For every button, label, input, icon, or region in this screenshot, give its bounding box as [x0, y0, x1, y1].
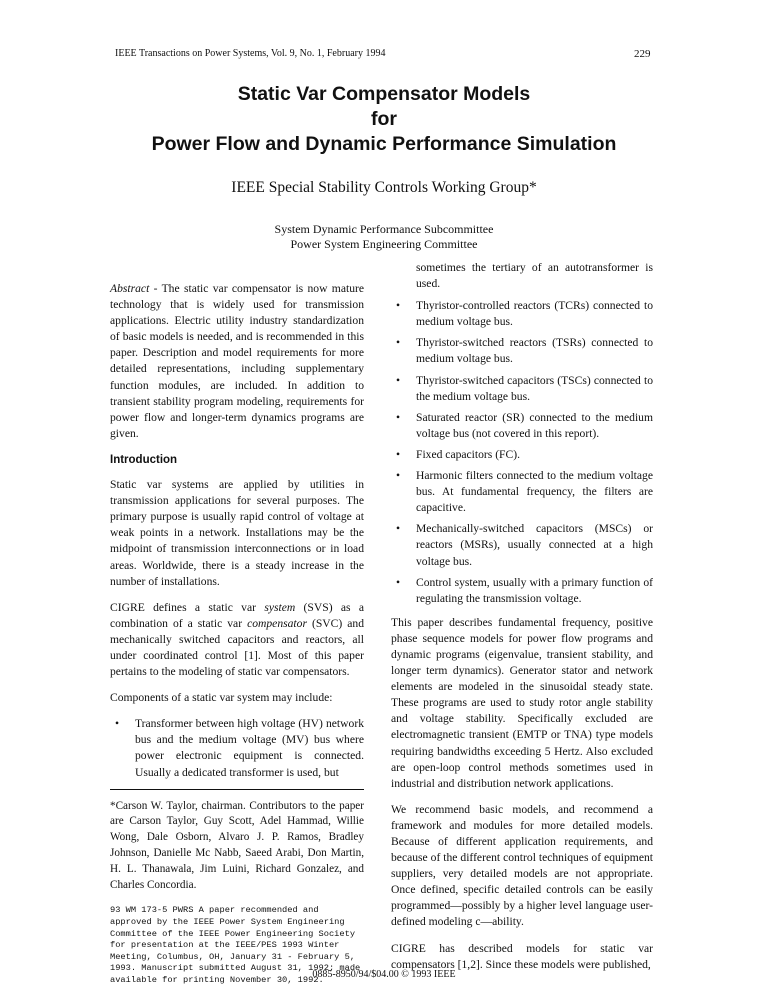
abstract-label: Abstract: [110, 282, 150, 295]
right-column: [391, 260, 653, 973]
introduction-heading: Introduction: [110, 453, 178, 466]
emphasis: system: [264, 600, 296, 614]
left-column: [110, 281, 364, 987]
component-list-continued: [391, 260, 653, 292]
text-run: CIGRE defines a static var: [110, 600, 265, 614]
list-item: • Saturated reactor (SR) connected to the medium voltage bus (not covered in this report).: [391, 410, 653, 442]
paper-title-line-1: Static Var Compensator Models: [237, 83, 531, 105]
emphasis: compensator: [247, 616, 307, 630]
list-item: • Thyristor-switched capacitors (TSCs) connected to the medium voltage bus.: [391, 373, 653, 405]
contributors-footnote: *Carson W. Taylor, chairman. Contributors to the paper are Carson Taylor, Guy Scott, Adel Hammad, Willie Wong, Dale Osborn, Alvaro J. P. Ramos, Bradley Johnson, Danielle Mc Nabb, Saeed Arabi, Don Martin, H. L. Thanawala, Jim Luini, Richard Gonzalez, and Charles Concordia.: [110, 799, 364, 891]
list-item: • Mechanically-switched capacitors (MSCs) or reactors (MSRs), usually connected at a high voltage bus.: [391, 521, 653, 569]
author-group: IEEE Special Stability Controls Working Group*: [231, 179, 537, 196]
journal-citation: IEEE Transactions on Power Systems, Vol. 9, No. 1, February 1994: [115, 48, 386, 59]
list-item: • Fixed capacitors (FC).: [391, 447, 653, 463]
footnote-divider: [110, 789, 364, 790]
list-item: • Thyristor-controlled reactors (TCRs) connected to medium voltage bus.: [391, 298, 653, 330]
list-item: sometimes the tertiary of an autotransformer is used.: [416, 261, 653, 291]
intro-paragraph-6: CIGRE has described models for static var compensators [1,2]. Since these models were published,: [391, 941, 653, 971]
text-run: (SVS) as a combination of a static var: [110, 600, 365, 630]
text-run: (SVC) and mechanically switched capacitors and reactors, all under coordinated control [1]. Most of this paper pertains to the modeling of static var compensators.: [110, 616, 364, 679]
paper-title-line-2: for: [371, 108, 397, 130]
committee: Power System Engineering Committee: [290, 237, 478, 251]
list-item: • Transformer between high voltage (HV) network bus and the medium voltage (MV) bus where power electronic equipment is connected. Usually a dedicated transformer is used, but: [110, 716, 364, 780]
list-item: • Thyristor-switched reactors (TSRs) connected to medium voltage bus.: [391, 335, 653, 367]
list-item: • Harmonic filters connected to the medium voltage bus. At fundamental frequency, the filters are capacitive.: [391, 468, 653, 516]
component-list: [391, 298, 653, 607]
paper-submission-note: 93 WM 173-5 PWRS A paper recommended and approved by the IEEE Power System Engineering Committee of the IEEE Power Engineering Society for presentation at the IEEE/PES 1993 Winter Meeting, Columbus, OH, January 31 - February 5, 1993. Manuscript submitted August 31, 1992; made available for printing November 30, 1992.: [110, 905, 361, 985]
subcommittee: System Dynamic Performance Subcommittee: [274, 222, 494, 236]
paper-title-line-3: Power Flow and Dynamic Performance Simulation: [151, 133, 617, 155]
intro-paragraph-2: [110, 600, 364, 680]
intro-paragraph-5: We recommend basic models, and recommend a framework and modules for more detailed models. Because of different application requirements, and because of the different control techniques of equipment suppliers, very detailed models are not appropriate. Once defined, specific detailed controls can be easily programmed—possibly by a higher level language user-defined modeling c—ability.: [391, 802, 653, 929]
copyright-line: 0885-8950/94/$04.00 © 1993 IEEE: [312, 969, 456, 980]
list-item: • Control system, usually with a primary function of regulating the transmission voltage.: [391, 575, 653, 607]
intro-paragraph-1: Static var systems are applied by utilities in transmission applications for several purposes. The primary purpose is usually rapid control of voltage at weak points in a network. Installations may be the midpoint of transmission interconnections or in load areas. Worldwide, there is a steady increase in the number of installations.: [110, 478, 364, 588]
abstract-text: - The static var compensator is now mature technology that is widely used for transmission applications. Electric utility industry standardization of basic models is needed, and is recommended in this paper. Description and model requirements for more detailed representations, including supplementary function modules, are included. In addition to transient stability program modeling, requirements for power flow and longer-term dynamics programs are given.: [110, 282, 364, 440]
intro-paragraph-3: Components of a static var system may include:: [110, 691, 333, 705]
intro-paragraph-4: This paper describes fundamental frequency, positive phase sequence models for power flow programs and dynamic programs (eigenvalue, transient stability, and longer term dynamics). Generator stator and network elements are modeled in the sinusoidal steady state. These programs are used to study rotor angle stability and voltage stability. Specifically excluded are electromagnetic transient (EMTP or TNA) type models requiring bandwidths exceeding 5 Hertz. Also excluded are open-loop control methods sometimes used in industrial and distribution network applications.: [391, 615, 653, 790]
abstract: [110, 281, 364, 442]
component-list: [110, 716, 364, 780]
page-number: 229: [634, 48, 651, 60]
